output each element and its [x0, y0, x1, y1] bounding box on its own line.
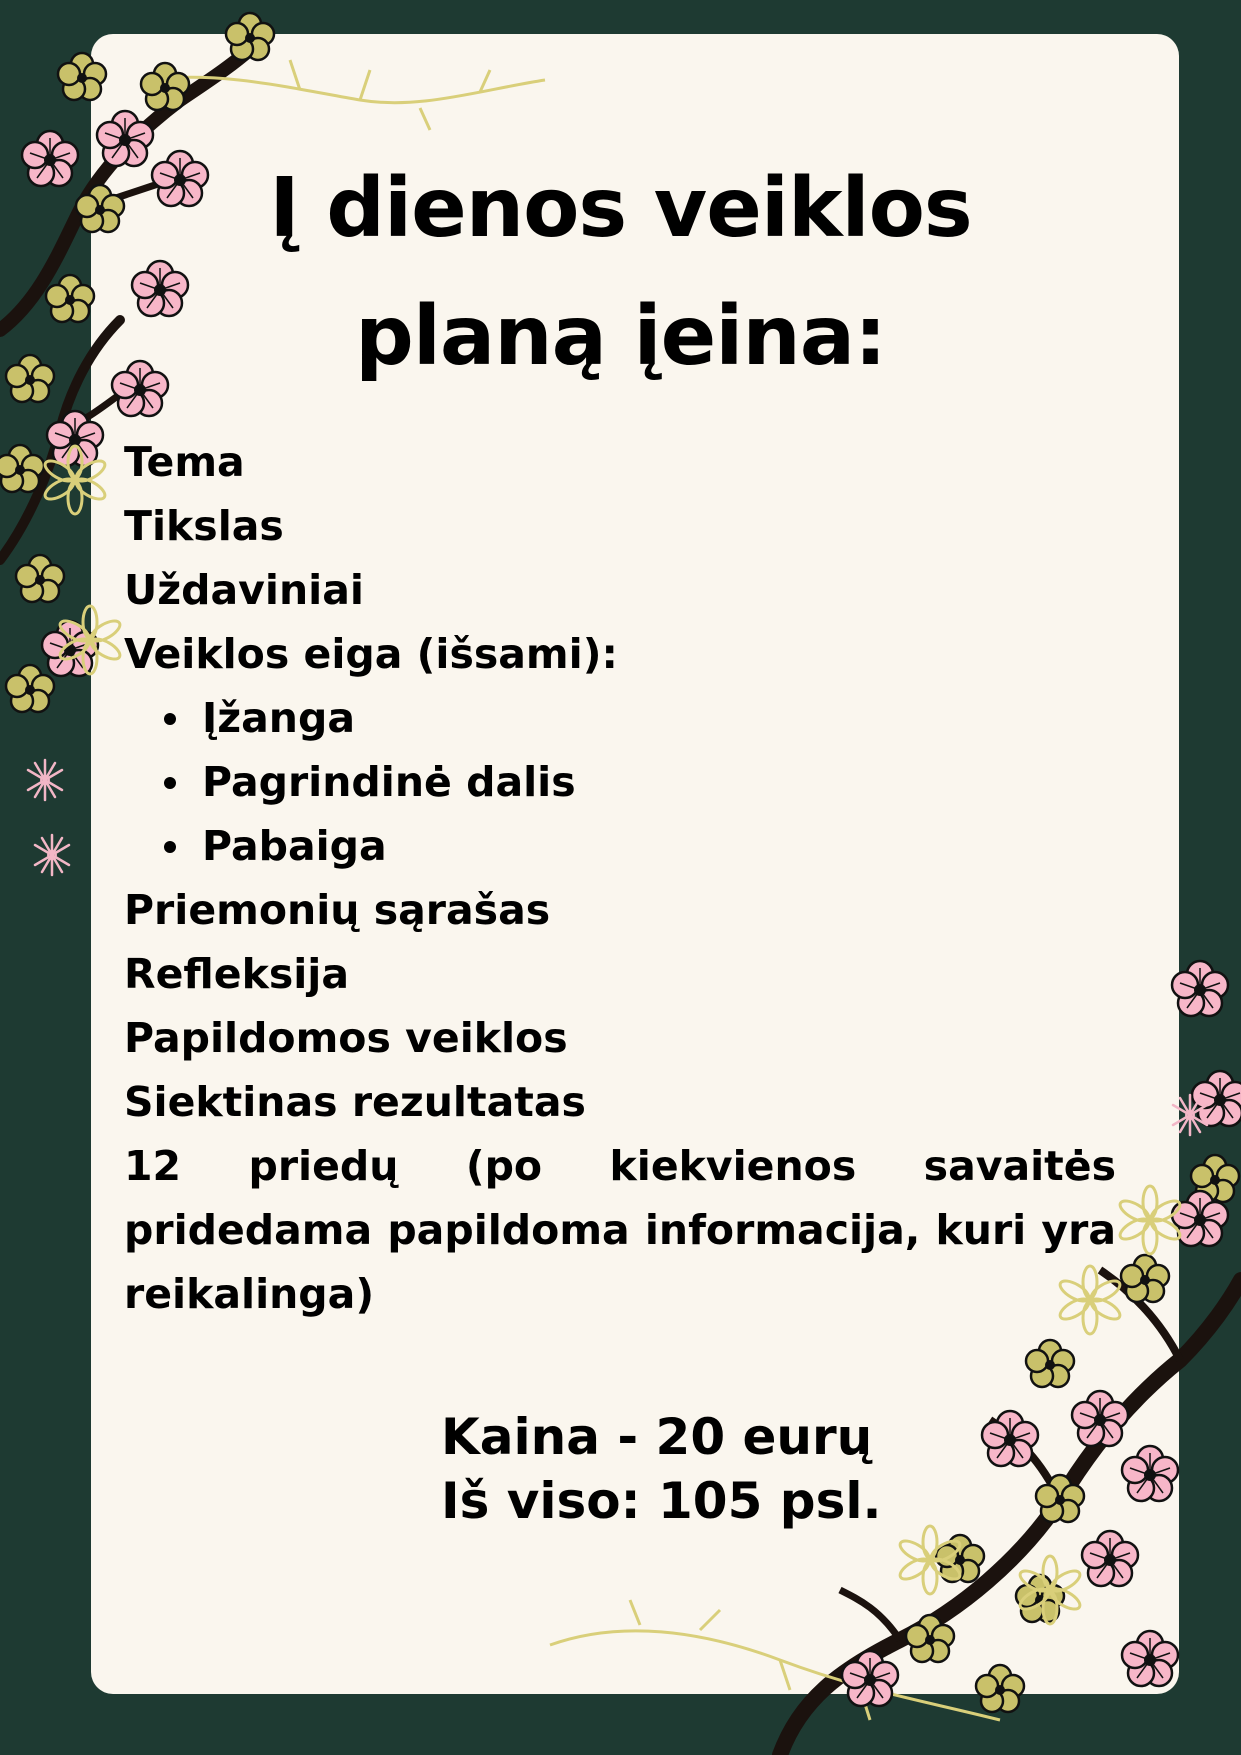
list-item: Pagrindinė dalis — [202, 750, 1116, 814]
item-papildomos-veiklos: Papildomos veiklos — [124, 1014, 568, 1062]
price-text: Kaina - 20 eurų — [441, 1408, 873, 1466]
item-uzdaviniai: Uždaviniai — [124, 566, 364, 614]
pricing-block — [441, 1405, 881, 1533]
page-count-text: Iš viso: 105 psl. — [441, 1472, 882, 1530]
item-veiklos-eiga: Veiklos eiga (išsami): — [124, 630, 618, 678]
item-siektinas-rezultatas: Siektinas rezultatas — [124, 1078, 586, 1126]
page-title — [0, 145, 1241, 401]
item-refleksija: Refleksija — [124, 950, 350, 998]
item-tema: Tema — [124, 438, 245, 486]
item-tikslas: Tikslas — [124, 502, 284, 550]
plan-contents — [124, 430, 1116, 1326]
list-item: Įžanga — [202, 686, 1116, 750]
list-item: Pabaiga — [202, 814, 1116, 878]
item-priedai: 12 priedų (po kiekvienos savaitės pridedama papildoma informacija, kuri yra reikalinga) — [124, 1142, 1116, 1318]
item-priemoniu-sarasas: Priemonių sąrašas — [124, 886, 551, 934]
eiga-parts-list — [124, 686, 1116, 878]
title-line-2: planą įeina: — [355, 289, 886, 384]
title-line-1: Į dienos veiklos — [269, 161, 972, 256]
